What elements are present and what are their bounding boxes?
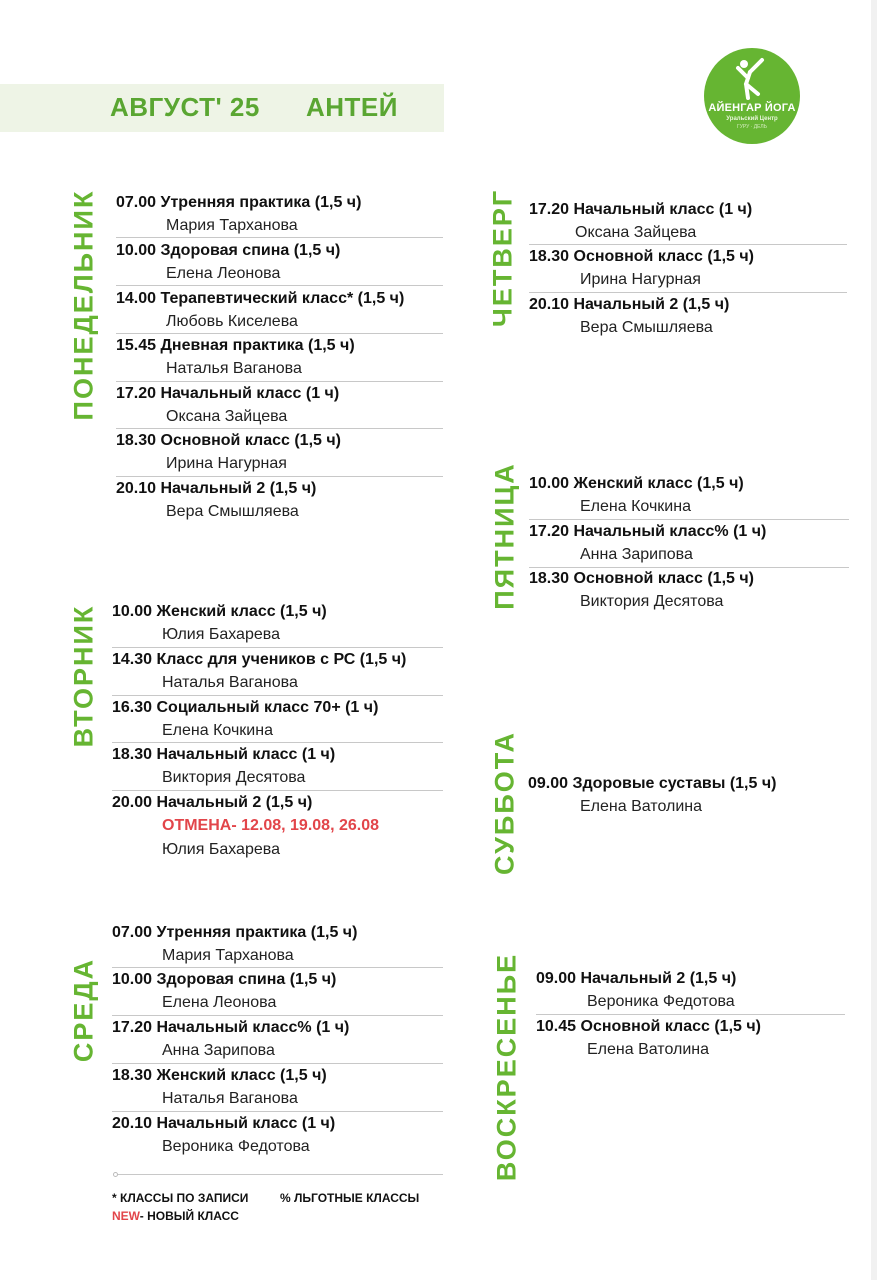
class-time: 09.00 <box>536 970 577 987</box>
list-item <box>112 792 443 864</box>
logo-title: АЙЕНГАР ЙОГА <box>708 102 796 114</box>
list-item <box>116 478 443 524</box>
class-teacher: Виктория Десятова <box>162 769 306 786</box>
class-time: 15.45 <box>116 337 157 354</box>
class-teacher: Ирина Нагурная <box>580 271 701 288</box>
list-item <box>112 1065 443 1111</box>
row-divider <box>112 967 443 968</box>
list-item <box>529 473 849 519</box>
class-name: Начальный класс% (1 ч) <box>573 523 767 540</box>
class-name: Начальный 2 (1,5 ч) <box>160 480 317 497</box>
row-divider <box>116 285 443 286</box>
list-item <box>112 649 443 695</box>
list-item <box>536 968 845 1014</box>
class-name: Основной класс (1,5 ч) <box>580 1018 761 1035</box>
class-name: Начальный 2 (1,5 ч) <box>573 296 730 313</box>
row-divider <box>112 695 443 696</box>
class-name: Дневная практика (1,5 ч) <box>160 337 355 354</box>
page-edge <box>871 0 877 1280</box>
list-item <box>528 773 848 819</box>
list-item <box>529 294 847 340</box>
class-name: Начальный класс (1 ч) <box>573 201 753 218</box>
class-teacher: Елена Ватолина <box>587 1041 710 1058</box>
list-item <box>529 521 849 567</box>
class-teacher: Вероника Федотова <box>162 1138 310 1155</box>
legend-discount: % ЛЬГОТНЫЕ КЛАССЫ <box>280 1191 420 1205</box>
row-divider <box>529 292 847 293</box>
class-time: 16.30 <box>112 699 153 716</box>
row-divider <box>116 381 443 382</box>
header-venue: АНТЕЙ <box>306 92 398 122</box>
list-item <box>112 744 443 790</box>
class-time: 10.00 <box>116 242 157 259</box>
class-time: 17.20 <box>112 1019 153 1036</box>
class-teacher: Наталья Ваганова <box>162 1090 298 1107</box>
cancellation-note: ОТМЕНА- 12.08, 19.08, 26.08 <box>162 817 379 834</box>
class-time: 10.45 <box>536 1018 577 1035</box>
list-item <box>112 969 443 1015</box>
class-teacher: Елена Леонова <box>162 994 277 1011</box>
legend-new <box>112 1209 239 1223</box>
row-divider <box>529 519 849 520</box>
class-time: 07.00 <box>116 194 157 211</box>
class-teacher: Вера Смышляева <box>166 503 299 520</box>
legend-new-mark: NEW <box>112 1209 140 1223</box>
list-item <box>112 1017 443 1063</box>
class-name: Социальный класс 70+ (1 ч) <box>156 699 379 716</box>
class-time: 14.30 <box>112 651 153 668</box>
list-item <box>112 1113 443 1159</box>
class-teacher: Оксана Зайцева <box>166 408 288 425</box>
class-teacher: Виктория Десятова <box>580 593 724 610</box>
class-time: 17.20 <box>529 523 570 540</box>
class-teacher: Мария Тарханова <box>162 947 294 964</box>
class-name: Основной класс (1,5 ч) <box>160 432 341 449</box>
row-divider <box>112 1015 443 1016</box>
logo <box>704 48 800 144</box>
class-time: 18.30 <box>116 432 157 449</box>
class-name: Здоровая спина (1,5 ч) <box>160 242 341 259</box>
class-time: 09.00 <box>528 775 569 792</box>
class-name: Основной класс (1,5 ч) <box>573 248 754 265</box>
row-divider <box>116 237 443 238</box>
class-teacher: Елена Ватолина <box>580 798 703 815</box>
class-time: 10.00 <box>529 475 570 492</box>
class-time: 10.00 <box>112 603 153 620</box>
row-divider <box>112 1063 443 1064</box>
row-divider <box>112 647 443 648</box>
list-item <box>116 240 443 286</box>
class-time: 20.10 <box>112 1115 153 1132</box>
class-name: Здоровые суставы (1,5 ч) <box>572 775 777 792</box>
class-time: 20.10 <box>116 480 157 497</box>
class-name: Утренняя практика (1,5 ч) <box>160 194 362 211</box>
class-teacher: Юлия Бахарева <box>162 841 280 858</box>
class-teacher: Вероника Федотова <box>587 993 735 1010</box>
class-time: 17.20 <box>529 201 570 218</box>
class-teacher: Оксана Зайцева <box>575 224 697 241</box>
class-time: 17.20 <box>116 385 157 402</box>
class-name: Утренняя практика (1,5 ч) <box>156 924 358 941</box>
class-time: 20.10 <box>529 296 570 313</box>
list-item <box>116 430 443 476</box>
class-teacher: Наталья Ваганова <box>162 674 298 691</box>
class-teacher: Елена Леонова <box>166 265 281 282</box>
class-time: 18.30 <box>529 248 570 265</box>
class-teacher: Елена Кочкина <box>580 498 691 515</box>
class-name: Женский класс (1,5 ч) <box>156 1067 327 1084</box>
class-teacher: Анна Зарипова <box>580 546 693 563</box>
list-item <box>116 288 443 334</box>
list-item <box>529 199 847 245</box>
class-name: Начальный 2 (1,5 ч) <box>156 794 313 811</box>
list-item <box>112 697 443 743</box>
row-divider <box>112 1111 443 1112</box>
class-teacher: Мария Тарханова <box>166 217 298 234</box>
row-divider <box>536 1014 845 1015</box>
divider-dot-icon <box>113 1172 118 1177</box>
logo-subtitle: Уральский Центр <box>726 116 778 122</box>
class-time: 10.00 <box>112 971 153 988</box>
class-teacher: Любовь Киселева <box>166 313 298 330</box>
class-time: 18.30 <box>529 570 570 587</box>
legend-booking: * КЛАССЫ ПО ЗАПИСИ <box>112 1191 249 1205</box>
class-time: 20.00 <box>112 794 153 811</box>
class-time: 07.00 <box>112 924 153 941</box>
class-name: Терапевтический класс* (1,5 ч) <box>160 290 405 307</box>
class-time: 18.30 <box>112 1067 153 1084</box>
class-teacher: Елена Кочкина <box>162 722 273 739</box>
row-divider <box>116 333 443 334</box>
class-teacher: Анна Зарипова <box>162 1042 275 1059</box>
class-name: Женский класс (1,5 ч) <box>156 603 327 620</box>
list-item <box>529 246 847 292</box>
class-name: Класс для учеников с РС (1,5 ч) <box>156 651 407 668</box>
class-name: Начальный 2 (1,5 ч) <box>580 970 737 987</box>
row-divider <box>112 742 443 743</box>
row-divider <box>112 790 443 791</box>
list-item <box>112 922 443 968</box>
class-name: Основной класс (1,5 ч) <box>573 570 754 587</box>
class-name: Начальный класс (1 ч) <box>156 746 336 763</box>
list-item <box>529 568 849 614</box>
class-name: Женский класс (1,5 ч) <box>573 475 744 492</box>
class-teacher: Ирина Нагурная <box>166 455 287 472</box>
class-name: Начальный класс% (1 ч) <box>156 1019 350 1036</box>
class-name: Начальный класс (1 ч) <box>156 1115 336 1132</box>
row-divider <box>529 244 847 245</box>
row-divider <box>116 476 443 477</box>
bottom-divider <box>116 1174 443 1175</box>
list-item <box>116 192 443 238</box>
class-time: 14.00 <box>116 290 157 307</box>
list-item <box>116 383 443 429</box>
row-divider <box>116 428 443 429</box>
class-teacher: Наталья Ваганова <box>166 360 302 377</box>
list-item <box>116 335 443 381</box>
list-item <box>112 601 443 647</box>
header-month: АВГУСТ' 25 <box>110 92 260 122</box>
list-item <box>536 1016 845 1062</box>
class-name: Начальный класс (1 ч) <box>160 385 340 402</box>
logo-small-text: ГУРУ · ДЕЛЬ <box>736 124 767 130</box>
class-time: 18.30 <box>112 746 153 763</box>
class-name: Здоровая спина (1,5 ч) <box>156 971 337 988</box>
class-teacher: Юлия Бахарева <box>162 626 280 643</box>
legend-new-text: - НОВЫЙ КЛАСС <box>139 1209 239 1223</box>
class-teacher: Вера Смышляева <box>580 319 713 336</box>
